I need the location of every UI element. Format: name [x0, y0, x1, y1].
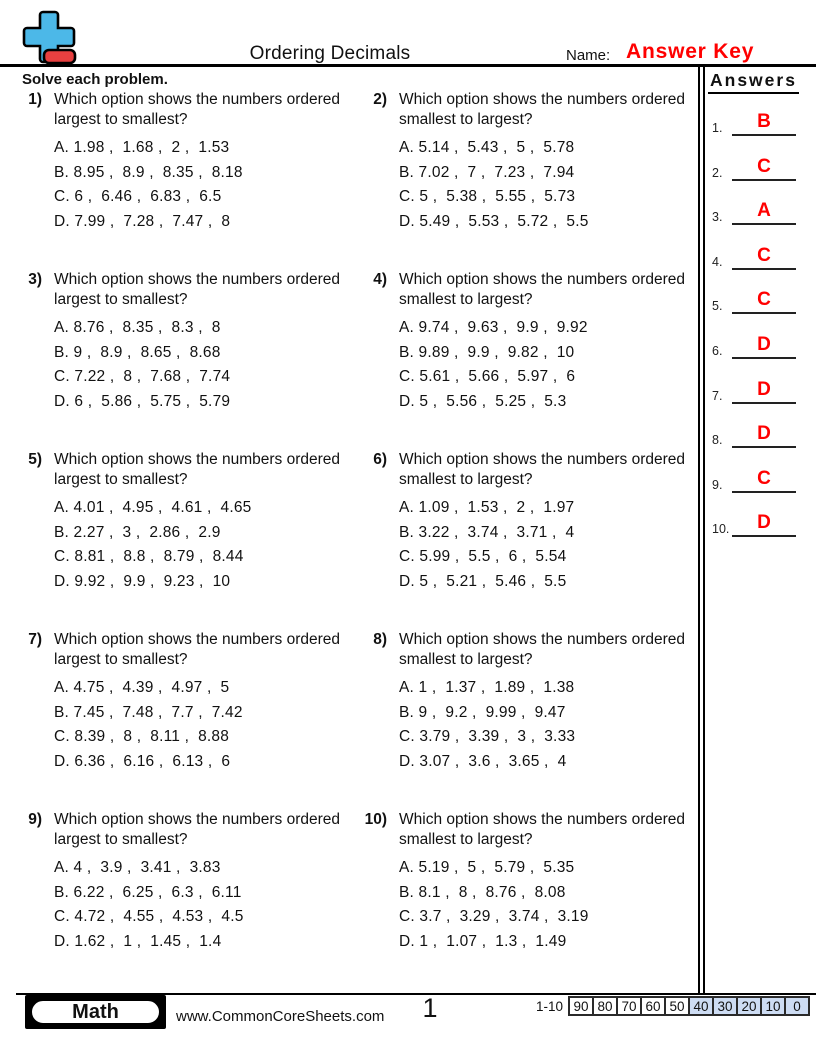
answer-value: D: [732, 377, 796, 404]
choice-a: A. 1 , 1.37 , 1.89 , 1.38: [399, 679, 575, 696]
answer-value: D: [732, 510, 796, 537]
question-block: [12, 450, 357, 630]
score-cell: 70: [616, 996, 642, 1016]
choice-b: B. 8.1 , 8 , 8.76 , 8.08: [399, 883, 566, 901]
question-number: 6): [373, 451, 387, 468]
question-number: 5): [28, 451, 42, 468]
page-title: Ordering Decimals: [249, 43, 411, 64]
choice-d: D. 9.92 , 9.9 , 9.23 , 10: [54, 572, 231, 590]
question-block: [12, 630, 357, 810]
answer-item: [707, 108, 813, 136]
choice-list: [54, 676, 357, 774]
choice-d: D. 1.62 , 1 , 1.45 , 1.4: [54, 932, 222, 950]
score-cell: 60: [640, 996, 666, 1016]
choice-b: B. 9 , 9.2 , 9.99 , 9.47: [399, 703, 566, 721]
answer-value: C: [732, 287, 796, 314]
question-body: [54, 90, 357, 234]
questions-grid: [12, 90, 696, 990]
answer-value: C: [732, 466, 796, 493]
choice-b: B. 2.27 , 3 , 2.86 , 2.9: [54, 523, 221, 541]
choice-list: [54, 496, 357, 594]
question-block: [12, 810, 357, 990]
question-number: 4): [373, 271, 387, 288]
answer-number: 5.: [712, 299, 723, 314]
answer-number: 6.: [712, 344, 723, 358]
choice-d: D. 6 , 5.86 , 5.75 , 5.79: [54, 392, 231, 410]
choice-d: D. 5 , 5.21 , 5.46 , 5.5: [399, 572, 567, 590]
score-cell: 10: [760, 996, 786, 1016]
question-block: [357, 450, 696, 630]
choice-b: B. 9.89 , 9.9 , 9.82 , 10: [399, 343, 575, 361]
question-prompt: Which option shows the numbers ordered smallest to largest?: [399, 811, 686, 848]
score-cell: 30: [712, 996, 738, 1016]
choice-d: D. 5.49 , 5.53 , 5.72 , 5.5: [399, 212, 589, 230]
question-block: [12, 90, 357, 270]
question-number: 2): [373, 91, 387, 108]
question-prompt: Which option shows the numbers ordered largest to smallest?: [54, 451, 341, 488]
question-body: [399, 450, 696, 594]
choice-a: A. 1.98 , 1.68 , 2 , 1.53: [54, 139, 230, 156]
answer-item: [707, 331, 813, 359]
page-number: 1: [422, 993, 438, 1023]
question-number: 3): [28, 271, 42, 288]
score-cell: 50: [664, 996, 690, 1016]
question-number: 9): [28, 811, 42, 828]
choice-d: D. 7.99 , 7.28 , 7.47 , 8: [54, 212, 231, 230]
choice-a: A. 4.01 , 4.95 , 4.61 , 4.65: [54, 499, 252, 516]
choice-b: B. 6.22 , 6.25 , 6.3 , 6.11: [54, 883, 242, 901]
choice-list: [54, 856, 357, 954]
score-table: [536, 996, 810, 1016]
choice-c: C. 7.22 , 8 , 7.68 , 7.74: [54, 368, 231, 385]
choice-a: A. 5.14 , 5.43 , 5 , 5.78: [399, 139, 575, 156]
question-block: [357, 630, 696, 810]
choice-c: C. 5 , 5.38 , 5.55 , 5.73: [399, 188, 576, 205]
question-block: [12, 270, 357, 450]
choice-b: B. 7.45 , 7.48 , 7.7 , 7.42: [54, 703, 243, 721]
choice-b: B. 9 , 8.9 , 8.65 , 8.68: [54, 343, 221, 361]
question-prompt: Which option shows the numbers ordered largest to smallest?: [54, 91, 341, 128]
choice-c: C. 6 , 6.46 , 6.83 , 6.5: [54, 188, 222, 205]
choice-list: [399, 136, 696, 234]
answer-item: [707, 420, 813, 448]
question-prompt: Which option shows the numbers ordered largest to smallest?: [54, 811, 341, 848]
question-block: [357, 810, 696, 990]
choice-c: C. 5.99 , 5.5 , 6 , 5.54: [399, 548, 567, 565]
choice-a: A. 4.75 , 4.39 , 4.97 , 5: [54, 679, 230, 696]
answer-number: 2.: [712, 165, 723, 180]
question-prompt: Which option shows the numbers ordered largest to smallest?: [54, 631, 341, 668]
choice-d: D. 3.07 , 3.6 , 3.65 , 4: [399, 752, 567, 770]
answers-title: Answers: [708, 70, 799, 94]
choice-c: C. 3.7 , 3.29 , 3.74 , 3.19: [399, 908, 589, 925]
question-body: [399, 810, 696, 954]
answer-number: 10.: [712, 522, 730, 537]
question-number: 7): [28, 631, 42, 648]
choice-d: D. 6.36 , 6.16 , 6.13 , 6: [54, 752, 231, 770]
instructions-text: Solve each problem.: [22, 71, 168, 88]
answer-item: [707, 242, 813, 270]
plus-minus-logo-icon: [16, 8, 80, 66]
question-prompt: Which option shows the numbers ordered smallest to largest?: [399, 631, 686, 668]
answer-value: D: [732, 332, 796, 359]
question-prompt: Which option shows the numbers ordered smallest to largest?: [399, 91, 686, 128]
answer-number: 4.: [712, 254, 723, 269]
answer-value: A: [732, 198, 796, 225]
answer-item: [707, 286, 813, 314]
answer-number: 8.: [712, 433, 723, 448]
choice-list: [54, 316, 357, 414]
question-body: [54, 810, 357, 954]
answer-number: 3.: [712, 210, 723, 225]
answer-number: 7.: [712, 388, 723, 403]
answer-item: [707, 509, 813, 537]
choice-b: B. 8.95 , 8.9 , 8.35 , 8.18: [54, 163, 243, 181]
question-body: [54, 630, 357, 774]
score-cell: 20: [736, 996, 762, 1016]
website-link: www.CommonCoreSheets.com: [176, 1008, 385, 1025]
score-cell: 0: [784, 996, 810, 1016]
score-cell: 90: [568, 996, 594, 1016]
score-cell: 80: [592, 996, 618, 1016]
choice-c: C. 4.72 , 4.55 , 4.53 , 4.5: [54, 908, 244, 925]
choice-d: D. 5 , 5.56 , 5.25 , 5.3: [399, 392, 567, 410]
answer-value: C: [732, 154, 796, 181]
answer-value: B: [732, 109, 796, 136]
question-block: [357, 270, 696, 450]
subject-badge-label: Math: [30, 999, 161, 1025]
answer-value: D: [732, 421, 796, 448]
choice-list: [399, 316, 696, 414]
choice-list: [399, 676, 696, 774]
choice-list: [54, 136, 357, 234]
answer-value: C: [732, 243, 796, 270]
answer-item: [707, 465, 813, 493]
choice-c: C. 8.81 , 8.8 , 8.79 , 8.44: [54, 548, 244, 565]
question-body: [54, 270, 357, 414]
question-prompt: Which option shows the numbers ordered smallest to largest?: [399, 451, 686, 488]
choice-list: [399, 856, 696, 954]
answer-item: [707, 153, 813, 181]
question-number: 8): [373, 631, 387, 648]
choice-a: A. 4 , 3.9 , 3.41 , 3.83: [54, 859, 221, 876]
choice-b: B. 7.02 , 7 , 7.23 , 7.94: [399, 163, 575, 181]
question-body: [399, 90, 696, 234]
name-label: Name:: [566, 47, 611, 64]
subject-badge: [25, 995, 166, 1029]
choice-a: A. 1.09 , 1.53 , 2 , 1.97: [399, 499, 575, 516]
answer-item: [707, 197, 813, 225]
choice-c: C. 8.39 , 8 , 8.11 , 8.88: [54, 728, 230, 745]
score-range-label: 1-10: [535, 998, 563, 1014]
choice-list: [399, 496, 696, 594]
choice-d: D. 1 , 1.07 , 1.3 , 1.49: [399, 932, 567, 950]
question-body: [399, 630, 696, 774]
choice-a: A. 5.19 , 5 , 5.79 , 5.35: [399, 859, 575, 876]
choice-a: A. 9.74 , 9.63 , 9.9 , 9.92: [399, 319, 588, 336]
question-number: 1): [28, 91, 42, 108]
answer-item: [707, 376, 813, 404]
question-block: [357, 90, 696, 270]
header-divider: [0, 64, 816, 67]
answer-key-text: Answer Key: [626, 40, 755, 63]
answers-column-divider: [698, 66, 705, 995]
answers-panel: [707, 70, 813, 995]
question-prompt: Which option shows the numbers ordered largest to smallest?: [54, 271, 341, 308]
question-prompt: Which option shows the numbers ordered smallest to largest?: [399, 271, 686, 308]
score-cell: 40: [688, 996, 714, 1016]
choice-c: C. 5.61 , 5.66 , 5.97 , 6: [399, 368, 576, 385]
question-body: [399, 270, 696, 414]
question-number: 10): [364, 811, 387, 828]
choice-b: B. 3.22 , 3.74 , 3.71 , 4: [399, 523, 575, 541]
choice-a: A. 8.76 , 8.35 , 8.3 , 8: [54, 319, 221, 336]
choice-c: C. 3.79 , 3.39 , 3 , 3.33: [399, 728, 576, 745]
answer-number: 9.: [712, 477, 723, 492]
answer-number: 1.: [712, 121, 723, 135]
question-body: [54, 450, 357, 594]
